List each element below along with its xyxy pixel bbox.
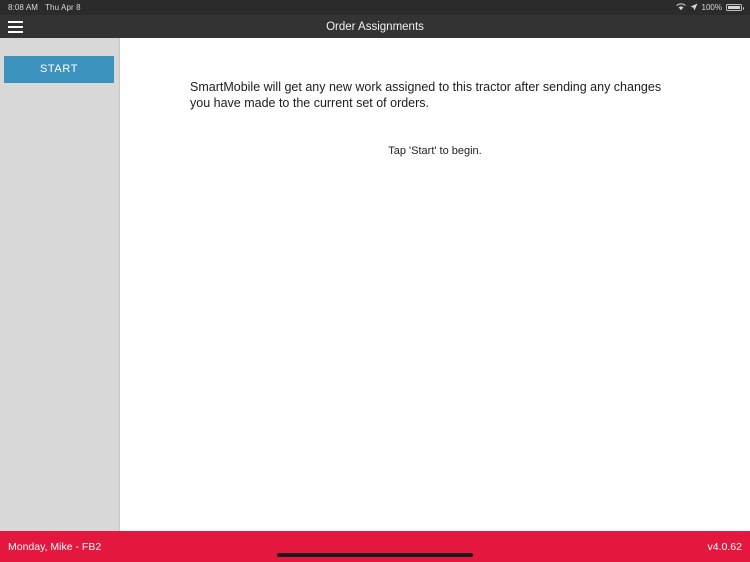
- instruction-message: SmartMobile will get any new work assigned to this tractor after sending any changes you have made to the current set of orders.: [190, 80, 662, 110]
- battery-percent-label: 100%: [701, 3, 722, 12]
- battery-full-icon: [726, 4, 742, 11]
- location-arrow-icon: [690, 3, 698, 13]
- sidebar: [0, 38, 120, 531]
- footer-bar: [0, 531, 750, 562]
- content-panel: [120, 38, 750, 531]
- start-button[interactable]: START: [4, 56, 114, 83]
- user-info-label: Monday, Mike - FB2: [8, 540, 102, 553]
- start-prompt-message: Tap 'Start' to begin.: [388, 145, 482, 157]
- status-bar-left: [8, 3, 81, 12]
- ios-status-bar: [0, 0, 750, 15]
- wifi-icon: [676, 3, 686, 13]
- status-time: 8:08 AM: [8, 3, 39, 12]
- home-indicator[interactable]: [277, 553, 473, 557]
- hamburger-menu-icon[interactable]: [0, 15, 30, 38]
- status-date: Thu Apr 8: [45, 3, 81, 12]
- app-bar: [0, 15, 750, 38]
- body-container: [0, 38, 750, 531]
- status-bar-right: [676, 3, 742, 13]
- app-version-label: v4.0.62: [707, 540, 742, 553]
- page-title: Order Assignments: [326, 20, 424, 33]
